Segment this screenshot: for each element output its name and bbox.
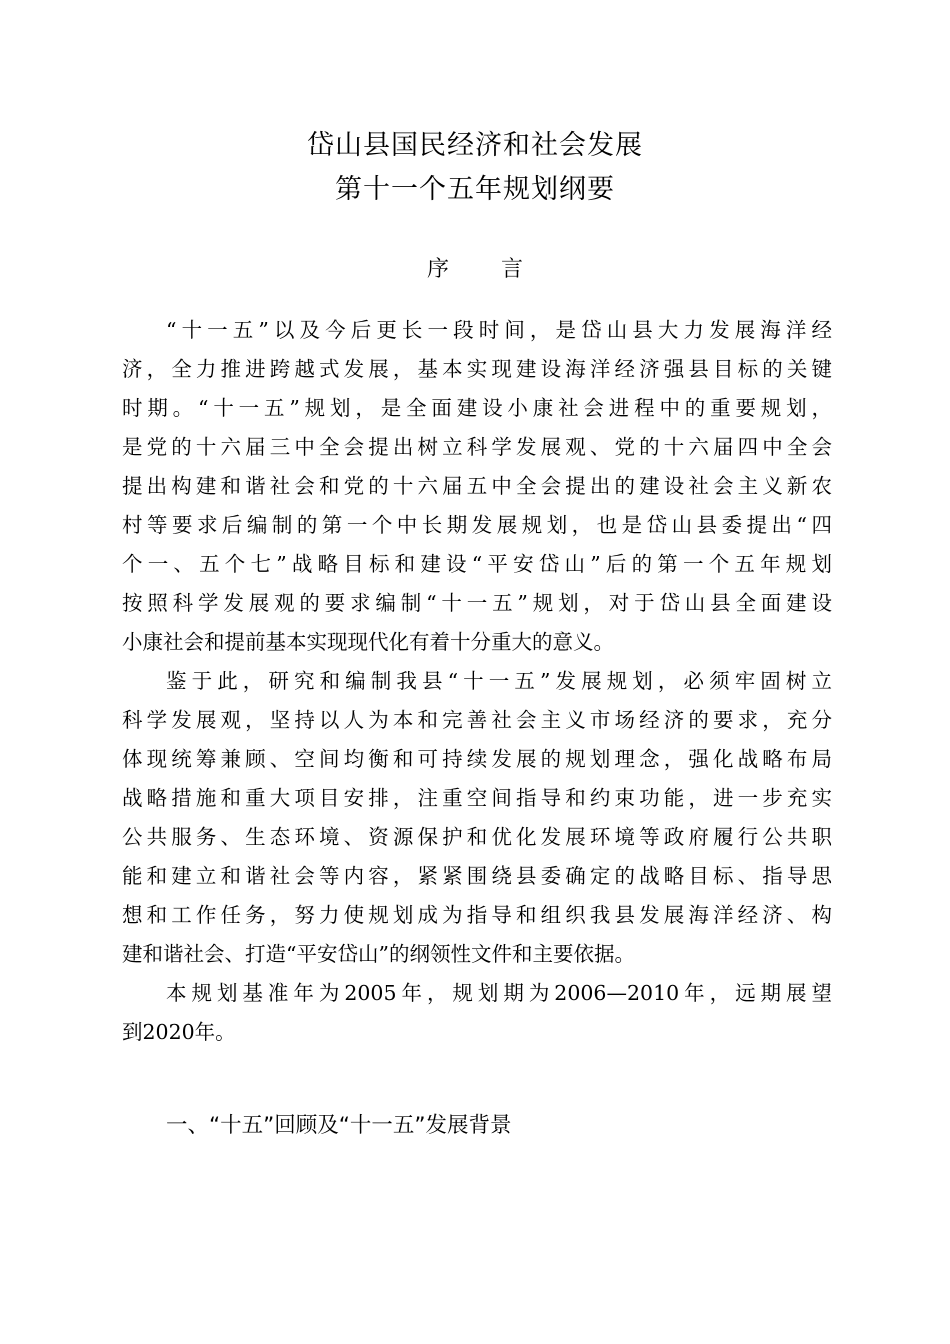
document-title-line-1: 岱山县国民经济和社会发展 [307,130,643,161]
preface-heading [0,255,950,285]
paragraph-3-line: 本规划基准年为2005年，规划期为2006—2010年，远期展望 [166,981,832,1005]
paragraph-2-line: 建和谐社会、打造“平安岱山”的纲领性文件和主要依据。 [122,942,635,966]
document-title-line-2: 第十一个五年规划纲要 [335,174,615,205]
preface-heading-char-2: 言 [501,257,524,282]
preface-heading-char-1: 序 [426,257,449,282]
paragraph-2-line: 战略措施和重大项目安排，注重空间指导和约束功能，进一步充实 [122,786,832,810]
section-heading: 一、“十五”回顾及“十一五”发展背景 [166,1113,512,1138]
paragraph-1-line: 是党的十六届三中全会提出树立科学发展观、党的十六届四中全会 [122,435,832,459]
paragraph-2-line: 想和工作任务，努力使规划成为指导和组织我县发展海洋经济、构 [122,903,832,927]
paragraph-2-line: 科学发展观，坚持以人为本和完善社会主义市场经济的要求，充分 [122,708,832,732]
paragraph-1-line: 个一、五个七”战略目标和建设“平安岱山”后的第一个五年规划 [122,552,832,576]
paragraph-1-line: 按照科学发展观的要求编制“十一五”规划，对于岱山县全面建设 [122,591,832,615]
paragraph-1-line: 时期。“十一五”规划，是全面建设小康社会进程中的重要规划， [122,396,832,420]
paragraph-2-line: 体现统筹兼顾、空间均衡和可持续发展的规划理念，强化战略布局 [122,747,832,771]
paragraph-1-line: 济，全力推进跨越式发展，基本实现建设海洋经济强县目标的关键 [122,357,832,381]
paragraph-2-line: 公共服务、生态环境、资源保护和优化发展环境等政府履行公共职 [122,825,832,849]
paragraph-1-line: “十一五”以及今后更长一段时间，是岱山县大力发展海洋经 [166,318,832,342]
paragraph-1-line: 村等要求后编制的第一个中长期发展规划，也是岱山县委提出“四 [122,513,832,537]
paragraph-3-line: 到2020年。 [122,1020,236,1044]
paragraph-2-line: 能和建立和谐社会等内容，紧紧围绕县委确定的战略目标、指导思 [122,864,832,888]
paragraph-1-line: 提出构建和谐社会和党的十六届五中全会提出的建设社会主义新农 [122,474,832,498]
paragraph-1-line: 小康社会和提前基本实现现代化有着十分重大的意义。 [122,630,614,654]
paragraph-2-line: 鉴于此，研究和编制我县“十一五”发展规划，必须牢固树立 [166,669,832,693]
